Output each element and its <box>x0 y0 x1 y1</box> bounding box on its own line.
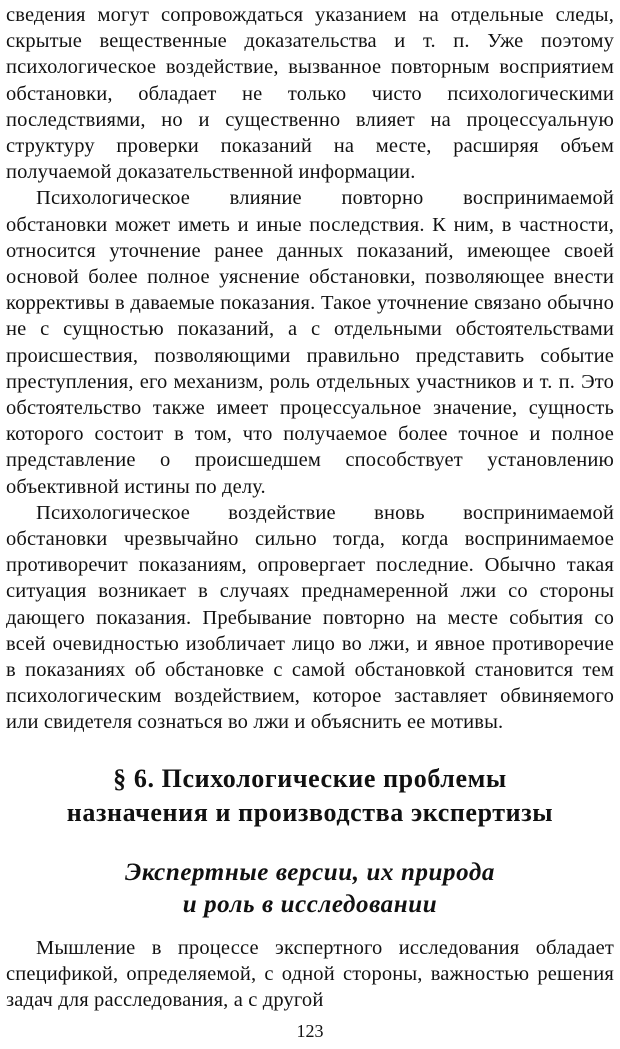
subsection-title <box>0 857 620 921</box>
paragraph-3: Психологическое воздействие вновь воспринимаемой обстановки чрезвычайно сильно тогда, когда воспринимаемое противоречит показаниям, опровергает последние. Обычно такая ситуация возникает в случаях преднамеренной лжи со стороны дающего показания. Пребывание повторно на месте события со всей очевидностью изобличает лицо во лжи, и явное противоречие в показаниях об обстановке с самой обстановкой становится тем психологическим воздействием, которое заставляет обвиняемого или свидетеля сознаться во лжи и объяснить ее мотивы. <box>6 501 614 734</box>
tail-text <box>6 935 614 1014</box>
body-text <box>6 2 614 736</box>
section-title-line-1: § 6. Психологические проблемы <box>113 764 507 793</box>
subsection-title-line-2: и роль в исследовании <box>182 891 438 918</box>
paragraph-4: Мышление в процессе экспертного исследования обладает спецификой, определяемой, с одной стороны, важностью решения задач для расследования, а с другой <box>6 937 614 1012</box>
page-number: 123 <box>296 1021 324 1041</box>
subsection-title-line-1: Экспертные версии, их природа <box>124 859 496 886</box>
section-title <box>0 762 620 830</box>
paragraph-1: сведения могут сопровождаться указанием на отдельные следы, скрытые вещественные доказательства и т. п. Уже поэтому психологическое воздействие, вызванное повторным восприятием обстановки, обладает не только чисто психологическими последствиями, но и существенно влияет на процессуальную структуру проверки показаний на месте, расширяя объем получаемой доказательственной информации. <box>6 4 614 184</box>
paragraph-2: Психологическое влияние повторно воспринимаемой обстановки может иметь и иные последствия. К ним, в частности, относится уточнение ранее данных показаний, имеющее своей основой более полное уяснение обстановки, позволяющее внести коррективы в даваемые показания. Такое уточнение связано обычно не с сущностью показаний, а с отдельными обстоятельствами происшествия, позволяющими правильно представить событие преступления, его механизм, роль отдельных участников и т. п. Это обстоятельство также имеет процессуальное значение, сущность которого состоит в том, что получаемое более точное и полное представление о происшедшем способствует установлению объективной истины по делу. <box>6 187 614 498</box>
section-title-line-2: назначения и производства экспертизы <box>66 798 554 827</box>
